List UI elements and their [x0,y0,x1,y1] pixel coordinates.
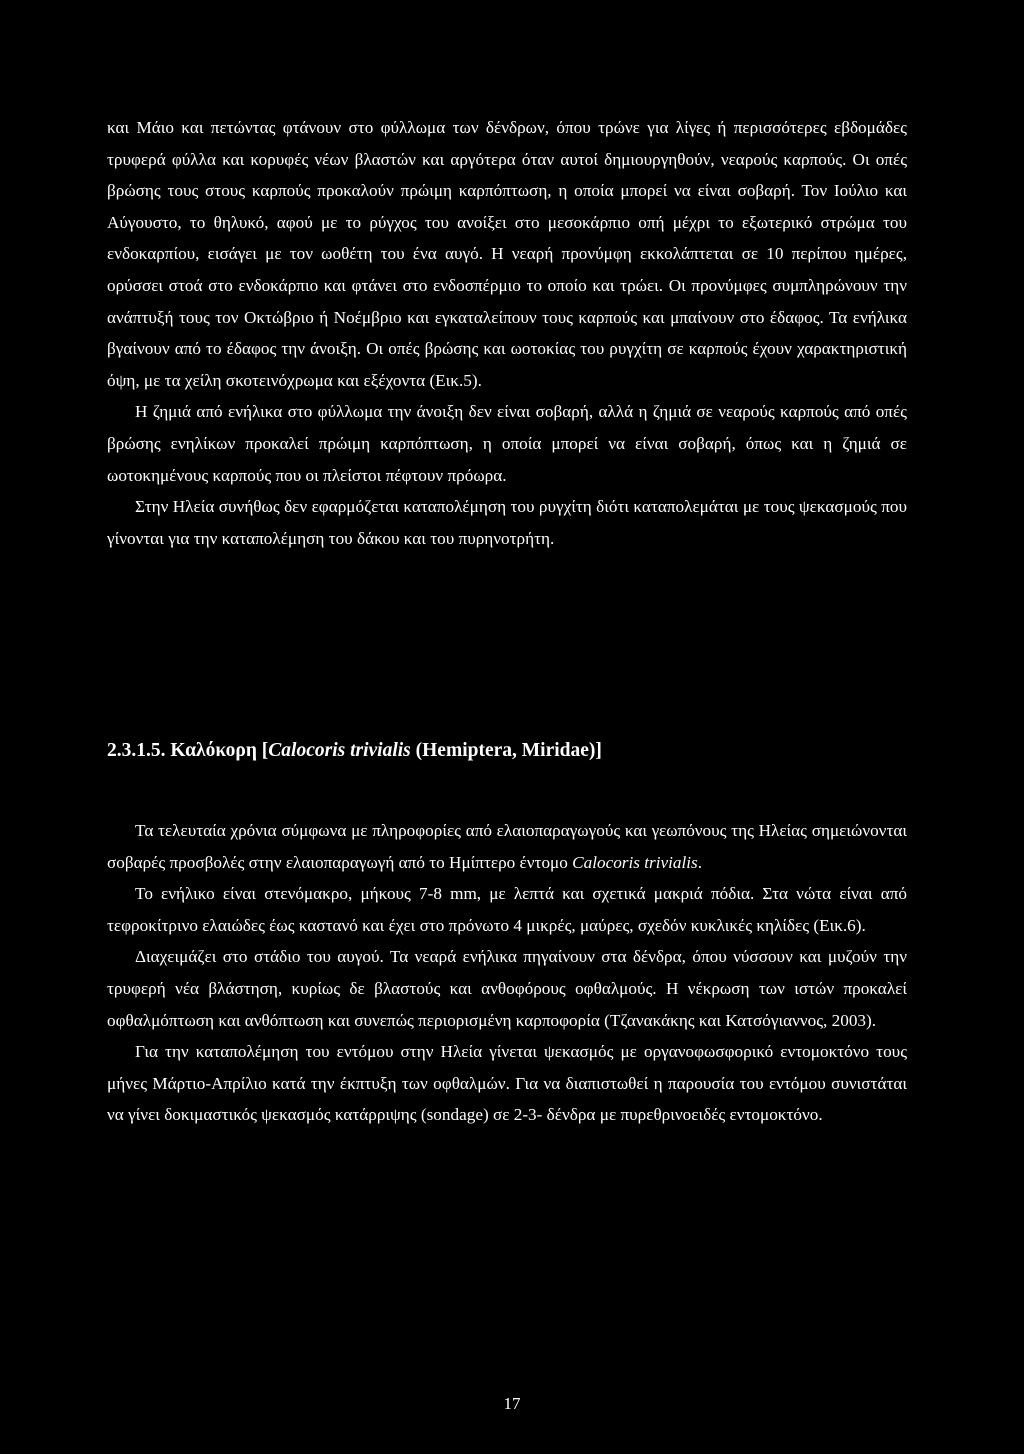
paragraph-3: Στην Ηλεία συνήθως δεν εφαρμόζεται καταπολέμηση του ρυγχίτη διότι καταπολεμάται με τους ψεκασμούς που γίνονται για την καταπολέμηση του δάκου και του πυρηνοτρήτη. [107,497,907,548]
text-block-bottom [107,815,907,1131]
paragraph-6: Διαχειμάζει στο στάδιο του αυγού. Τα νεαρά ενήλικα πηγαίνουν στα δένδρα, όπου νύσσουν και μυζούν την τρυφερή νέα βλάστηση, κυρίως δε βλαστούς και ανθοφόρους οφθαλμούς. Η νέκρωση των ιστών προκαλεί οφθαλμόπτωση και ανθόπτωση και συνεπώς περιορισμένη καρποφορία (Τζανακάκης και Κατσόγιαννος, 2003). [107,947,907,1030]
paragraph-7: Για την καταπολέμηση του εντόμου στην Ηλεία γίνεται ψεκασμός με οργανοφωσφορικό εντομοκτόνο τους μήνες Μάρτιο-Απρίλιο κατά την έκπτυξη των οφθαλμών. Για να διαπιστωθεί η παρουσία του εντόμου συνιστάται να γίνει δοκιμαστικός ψεκασμός κατάρριψης (sondage) σε 2-3- δένδρα με πυρεθρινοειδές εντομοκτόνο. [107,1042,907,1125]
text-block-top [107,112,907,554]
paragraph-4-text: Τα τελευταία χρόνια σύμφωνα με πληροφορίες από ελαιοπαραγωγούς και γεωπόνους της Ηλείας σημειώνονται σοβαρές προσβολές στην ελαιοπαραγωγή από το Ημίπτερο έντομο [107,821,907,872]
species-name: Calocoris trivialis [268,740,411,761]
section-heading [107,736,907,766]
page-number: 17 [503,1394,521,1413]
section-title: Καλόκορη [170,740,257,761]
paragraph-4-end: . [697,852,703,872]
paragraph-4-species: Calocoris trivialis [572,852,698,872]
section-number: 2.3.1.5. [107,740,166,761]
taxonomy: (Hemiptera, Miridae)] [415,740,602,761]
paragraph-5: Το ενήλικο είναι στενόμακρο, μήκους 7-8 mm, με λεπτά και σχετικά μακριά πόδια. Στα νώτα είναι από τεφροκίτρινο ελαιώδες έως καστανό και έχει στο πρόνωτο 4 μικρές, μαύρες, σχεδόν κυκλικές κηλίδες (Εικ.6). [107,884,907,935]
paragraph-2: Η ζημιά από ενήλικα στο φύλλωμα την άνοιξη δεν είναι σοβαρή, αλλά η ζημιά σε νεαρούς καρπούς από οπές βρώσης ενηλίκων προκαλεί πρώιμη καρπόπτωση, η οποία μπορεί να είναι σοβαρή, όπως και η ζημιά σε ωοτοκημένους καρπούς που οι πλείστοι πέφτουν πρόωρα. [107,402,907,485]
paragraph-1: και Μάιο και πετώντας φτάνουν στο φύλλωμα των δένδρων, όπου τρώνε για λίγες ή περισσότερες εβδομάδες τρυφερά φύλλα και κορυφές νέων βλαστών και αργότερα όταν αυτοί δημιουργηθούν, νεαρούς καρπούς. Οι οπές βρώσης τους στους καρπούς προκαλούν πρώιμη καρπόπτωση, η οποία μπορεί να είναι σοβαρή. Τον Ιούλιο και Αύγουστο, το θηλυκό, αφού με το ρύγχος του ανοίξει στο μεσοκάρπιο οπή μέχρι το εξωτερικό στρώμα του ενδοκαρπίου, εισάγει με τον ωοθέτη του ένα αυγό. Η νεαρή προνύμφη εκκολάπτεται σε 10 περίπου ημέρες, ορύσσει στοά στο ενδοκάρπιο και φτάνει στο ενδοσπέρμιο το οποίο και τρώει. Οι προνύμφες συμπληρώνουν την ανάπτυξή τους τον Οκτώβριο ή Νοέμβριο και εγκαταλείπουν τους καρπούς και μπαίνουν στο έδαφος. Τα ενήλικα βγαίνουν από το έδαφος την άνοιξη. Οι οπές βρώσης και ωοτοκίας του ρυγχίτη σε καρπούς έχουν χαρακτηριστική όψη, με τα χείλη σκοτεινόχρωμα και εξέχοντα (Εικ.5). [107,118,907,390]
bracket-open: [ [261,740,269,761]
paragraph-4 [107,815,907,878]
